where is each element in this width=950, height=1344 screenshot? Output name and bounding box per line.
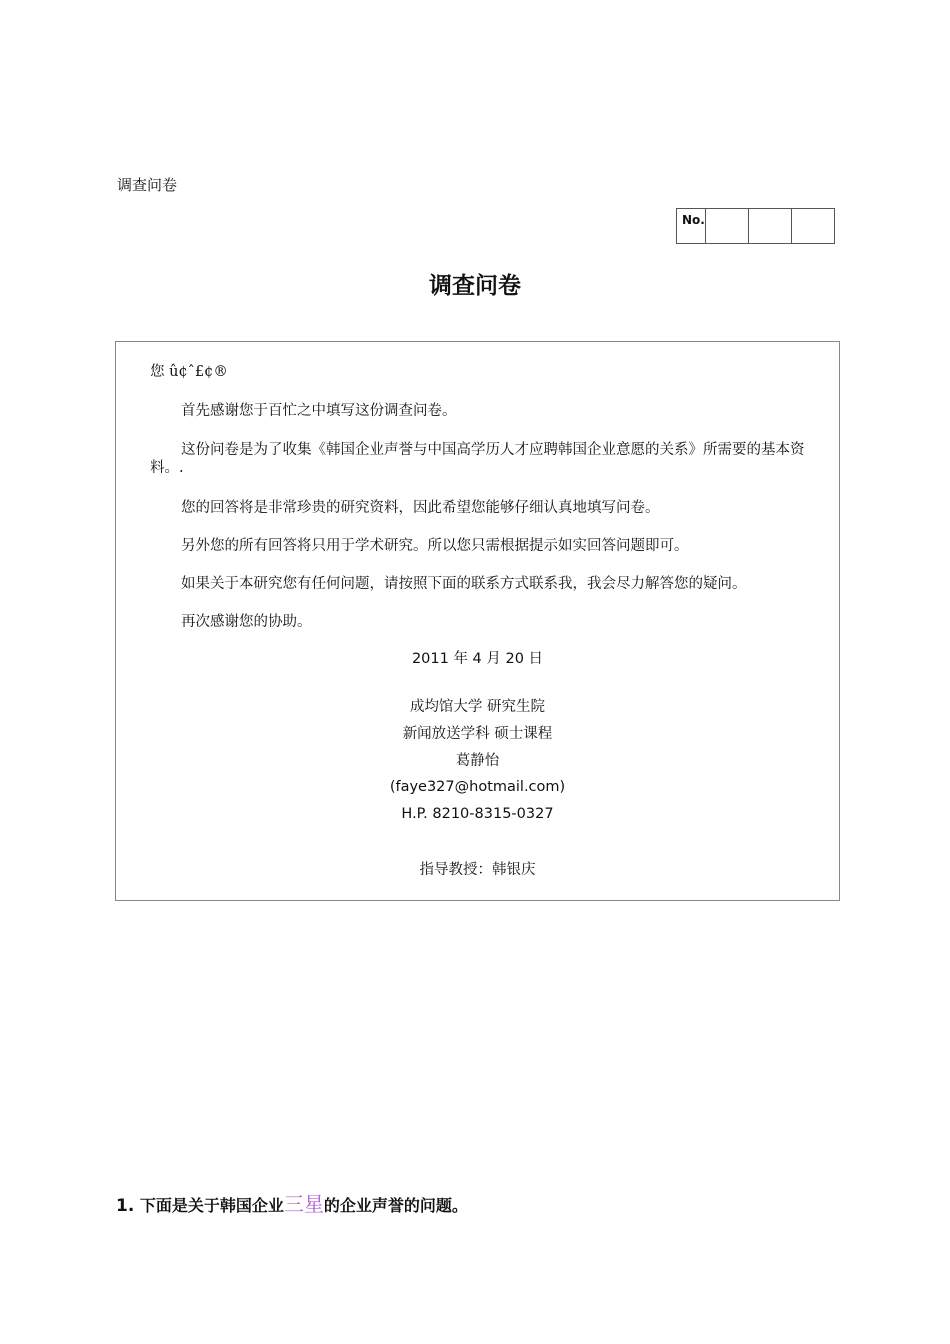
letter-paragraph: 这份问卷是为了收集《韩国企业声誉与中国高学历人才应聘韩国企业意愿的关系》所需要的基本资料。. — [150, 442, 805, 476]
letter-paragraph: 另外您的所有回答将只用于学术研究。所以您只需根据提示如实回答问题即可。 — [181, 538, 689, 554]
letter-paragraph: 如果关于本研究您有任何问题，请按照下面的联系方式联系我，我会尽力解答您的疑问。 — [181, 576, 747, 592]
number-table — [676, 208, 835, 244]
number-label: No. — [677, 209, 706, 244]
signature-department: 新闻放送学科 硕士课程 — [402, 726, 553, 742]
letter-paragraph: 再次感谢您的协助。 — [181, 614, 312, 630]
page-title: 调查问卷 — [429, 273, 521, 299]
signature-phone: H.P. 8210-8315-0327 — [401, 806, 554, 822]
signature-email: (faye327@hotmail.com) — [389, 779, 566, 795]
question-1-heading — [116, 1188, 468, 1217]
signature-name: 葛静怡 — [455, 753, 500, 769]
question-company-name: 三星 — [283, 1192, 324, 1216]
question-number: 1. — [116, 1196, 135, 1216]
number-cell-1[interactable] — [705, 209, 748, 244]
question-text-before: 下面是关于韩国企业 — [139, 1196, 284, 1215]
header-label: 调查问卷 — [117, 176, 178, 194]
letter-paragraph: 您的回答将是非常珍贵的研究资料，因此希望您能够仔细认真地填写问卷。 — [181, 500, 660, 516]
number-cell-2[interactable] — [748, 209, 791, 244]
number-cell-3[interactable] — [791, 209, 834, 244]
signature-advisor: 指导教授：韩银庆 — [419, 862, 536, 878]
question-text-after: 的企业声誉的问题。 — [323, 1196, 468, 1215]
letter-paragraph: 首先感谢您于百忙之中填写这份调查问卷。 — [181, 403, 457, 419]
letter-salutation: 您 û¢ˆ£¢® — [150, 364, 228, 380]
signature-university: 成均馆大学 研究生院 — [409, 699, 546, 715]
intro-letter-box — [115, 341, 840, 901]
letter-date: 2011 年 4 月 20 日 — [411, 651, 544, 667]
